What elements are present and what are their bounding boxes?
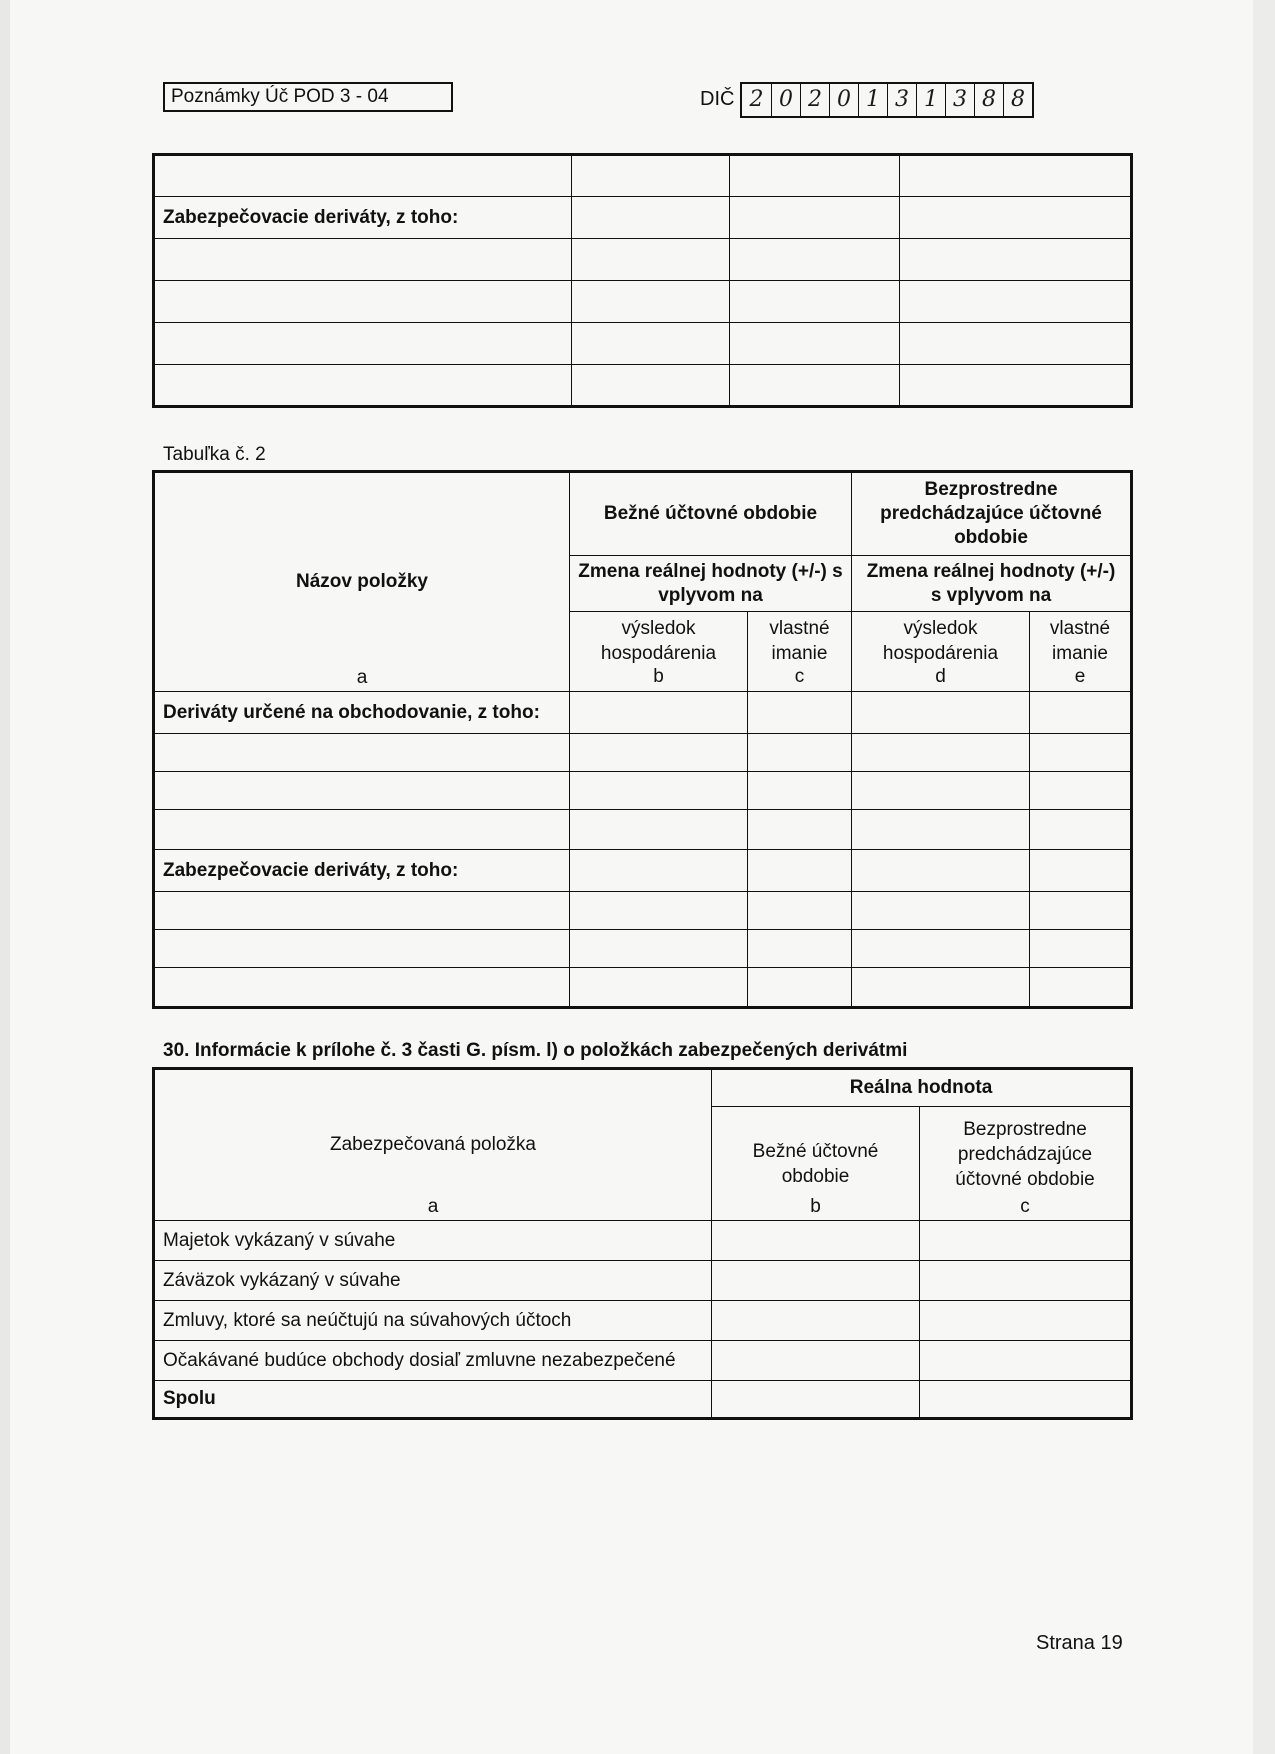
row-label: Zmluvy, ktoré sa neúčtujú na súvahových účtoch: [154, 1301, 712, 1341]
col-letter: a: [356, 667, 368, 688]
table-row: [154, 1261, 1132, 1301]
scan-edge-right: [1253, 0, 1275, 1754]
dic-digit: 3: [945, 84, 974, 116]
table-row: [154, 692, 1132, 734]
table-row: [154, 810, 1132, 850]
table-row: [154, 1301, 1132, 1341]
sub-header-result-previous: výsledok hospodárenia d: [852, 612, 1030, 692]
dic-field: [740, 82, 1034, 118]
col-name-header: Názov položky a: [154, 472, 570, 692]
table-row: [154, 323, 1132, 365]
table-row: [154, 772, 1132, 810]
form-title-box: [163, 82, 453, 112]
dic-digit: 0: [771, 84, 800, 116]
col-previous: Bezprostredne predchádzajúce účtovné obdobie c: [920, 1107, 1132, 1221]
table-row: [154, 1381, 1132, 1419]
table3-caption: 30. Informácie k prílohe č. 3 časti G. písm. l) o položkách zabezpečených derivátmi: [163, 1040, 908, 1061]
dic-digit: 2: [749, 87, 764, 112]
dic-label: DIČ: [700, 88, 735, 110]
dic-digit: 0: [829, 84, 858, 116]
dic-digit: 2: [800, 84, 829, 116]
table2-caption: Tabuľka č. 2: [163, 444, 266, 465]
col-letter: c: [1020, 1196, 1030, 1217]
change-current-header: Zmena reálnej hodnoty (+/-) s vplyvom na: [570, 556, 852, 612]
table-row: [154, 734, 1132, 772]
col-letter: b: [653, 665, 664, 687]
sub-header-equity-current: vlastné imanie c: [748, 612, 852, 692]
col-letter: a: [427, 1196, 439, 1217]
row-label: Záväzok vykázaný v súvahe: [154, 1261, 712, 1301]
col-current: Bežné účtovné obdobie b: [712, 1107, 920, 1221]
col-current-period: Bežné účtovné obdobie: [570, 472, 852, 556]
table-row: [154, 197, 1132, 239]
table-row: [154, 930, 1132, 968]
page-number: Strana 19: [1036, 1632, 1123, 1654]
table-row: [154, 968, 1132, 1008]
row-label: Zabezpečovacie deriváty, z toho:: [154, 197, 572, 239]
dic-digit: 8: [1003, 84, 1032, 116]
dic-digit: 8: [974, 84, 1003, 116]
hedged-items-table: [152, 1067, 1133, 1420]
dic-digit: 1: [858, 84, 887, 116]
col-letter: e: [1074, 665, 1086, 687]
col-fair-value: Reálna hodnota: [712, 1069, 1132, 1107]
row-label: Majetok vykázaný v súvahe: [154, 1221, 712, 1261]
table-row: [154, 850, 1132, 892]
table-row: [154, 281, 1132, 323]
derivatives-table-continued: [152, 153, 1133, 408]
col-item-header: Zabezpečovaná položka a: [154, 1069, 712, 1221]
col-letter: b: [810, 1196, 821, 1217]
row-label: Spolu: [154, 1381, 712, 1419]
col-letter: c: [794, 665, 805, 687]
scan-edge-left: [0, 0, 10, 1754]
dic-digit: 1: [916, 84, 945, 116]
table-row: [154, 239, 1132, 281]
table-row: [154, 892, 1132, 930]
derivatives-table-2: [152, 470, 1133, 1009]
row-label: Deriváty určené na obchodovanie, z toho:: [154, 692, 570, 734]
form-title: Poznámky Úč POD 3 - 04: [171, 86, 389, 107]
table-row: [154, 155, 1132, 197]
sub-header-equity-previous: vlastné imanie e: [1030, 612, 1132, 692]
row-label: Zabezpečovacie deriváty, z toho:: [154, 850, 570, 892]
table-row: [154, 1221, 1132, 1261]
col-letter: d: [935, 665, 946, 687]
sub-header-result-current: výsledok hospodárenia b: [570, 612, 748, 692]
col-previous-period: Bezprostredne predchádzajúce účtovné obdobie: [852, 472, 1132, 556]
table-row: [154, 1341, 1132, 1381]
table-row: [154, 365, 1132, 407]
row-label: Očakávané budúce obchody dosiaľ zmluvne nezabezpečené: [154, 1341, 712, 1381]
dic-digit: 3: [887, 84, 916, 116]
change-previous-header: Zmena reálnej hodnoty (+/-) s vplyvom na: [852, 556, 1132, 612]
